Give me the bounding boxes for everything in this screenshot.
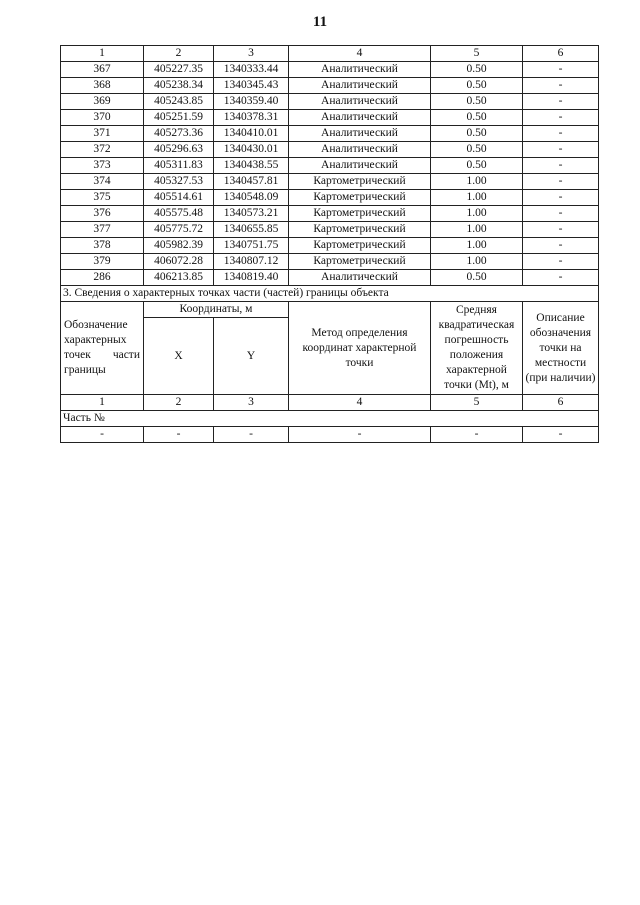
x-coordinate-cell: 405775.72 [144, 222, 214, 238]
y-coordinate-cell: 1340751.75 [214, 238, 289, 254]
point-number-cell: 376 [61, 206, 144, 222]
method-cell: Аналитический [289, 78, 431, 94]
x-coordinate-cell: 405243.85 [144, 94, 214, 110]
part-label: Часть № [61, 411, 599, 427]
point-number-cell: 378 [61, 238, 144, 254]
coordinates-header: Координаты, м [144, 302, 289, 318]
table-row [61, 142, 599, 158]
y-coordinate-cell: 1340430.01 [214, 142, 289, 158]
accuracy-cell: 0.50 [431, 142, 523, 158]
accuracy-cell: 1.00 [431, 206, 523, 222]
empty-cell: - [523, 427, 599, 443]
description-cell: - [523, 270, 599, 286]
accuracy-cell: 1.00 [431, 174, 523, 190]
table-row [61, 94, 599, 110]
accuracy-cell: 0.50 [431, 94, 523, 110]
method-cell: Аналитический [289, 270, 431, 286]
point-number-cell: 372 [61, 142, 144, 158]
table-row [61, 126, 599, 142]
point-number-cell: 374 [61, 174, 144, 190]
method-cell: Картометрический [289, 174, 431, 190]
description-cell: - [523, 238, 599, 254]
accuracy-cell: 0.50 [431, 126, 523, 142]
table-row [61, 110, 599, 126]
method-cell: Картометрический [289, 206, 431, 222]
table-row [61, 238, 599, 254]
column-number-cell: 5 [431, 395, 523, 411]
x-coordinate-cell: 405327.53 [144, 174, 214, 190]
column-number-cell: 3 [214, 46, 289, 62]
x-coordinate-cell: 406072.28 [144, 254, 214, 270]
column-number-row [61, 46, 599, 62]
description-cell: - [523, 62, 599, 78]
table-body [61, 46, 599, 443]
table-row [61, 206, 599, 222]
y-coordinate-cell: 1340819.40 [214, 270, 289, 286]
table-row [61, 190, 599, 206]
method-header: Метод определения координат характерной точки [289, 302, 431, 395]
description-cell: - [523, 158, 599, 174]
column-number-cell: 1 [61, 395, 144, 411]
table-row [61, 270, 599, 286]
x-coordinate-cell: 405311.83 [144, 158, 214, 174]
empty-cell: - [431, 427, 523, 443]
description-cell: - [523, 174, 599, 190]
description-cell: - [523, 142, 599, 158]
y-coordinate-cell: 1340378.31 [214, 110, 289, 126]
table-row [61, 158, 599, 174]
column-number-cell: 4 [289, 46, 431, 62]
y-coordinate-cell: 1340410.01 [214, 126, 289, 142]
description-cell: - [523, 190, 599, 206]
x-coordinate-cell: 405296.63 [144, 142, 214, 158]
method-cell: Аналитический [289, 126, 431, 142]
x-coordinate-cell: 405238.34 [144, 78, 214, 94]
method-cell: Картометрический [289, 238, 431, 254]
accuracy-cell: 0.50 [431, 110, 523, 126]
y-coordinate-cell: 1340438.55 [214, 158, 289, 174]
column-number-cell: 6 [523, 46, 599, 62]
empty-cell: - [61, 427, 144, 443]
accuracy-cell: 1.00 [431, 190, 523, 206]
x-coordinate-cell: 405273.36 [144, 126, 214, 142]
column-number-cell: 2 [144, 46, 214, 62]
method-cell: Аналитический [289, 62, 431, 78]
accuracy-cell: 1.00 [431, 222, 523, 238]
method-cell: Картометрический [289, 190, 431, 206]
x-coordinate-cell: 406213.85 [144, 270, 214, 286]
column-number-cell: 1 [61, 46, 144, 62]
table-row [61, 62, 599, 78]
point-number-cell: 369 [61, 94, 144, 110]
column-number-cell: 4 [289, 395, 431, 411]
column-number-cell: 2 [144, 395, 214, 411]
description-cell: - [523, 94, 599, 110]
page-number: 11 [312, 14, 328, 30]
y-coordinate-cell: 1340333.44 [214, 62, 289, 78]
accuracy-cell: 0.50 [431, 78, 523, 94]
point-number-cell: 373 [61, 158, 144, 174]
description-cell: - [523, 126, 599, 142]
y-coordinate-cell: 1340359.40 [214, 94, 289, 110]
accuracy-cell: 0.50 [431, 62, 523, 78]
column-number-cell: 3 [214, 395, 289, 411]
table-row [61, 222, 599, 238]
x-header: X [144, 318, 214, 395]
x-coordinate-cell: 405227.35 [144, 62, 214, 78]
empty-cell: - [144, 427, 214, 443]
accuracy-header: Средняя квадратическая погрешность положения характерной точки (Mt), м [431, 302, 523, 395]
empty-cell: - [214, 427, 289, 443]
method-cell: Аналитический [289, 94, 431, 110]
x-coordinate-cell: 405251.59 [144, 110, 214, 126]
designation-header: Обозначение характерных точек части границы [61, 302, 144, 395]
accuracy-cell: 1.00 [431, 254, 523, 270]
y-header: Y [214, 318, 289, 395]
description-cell: - [523, 206, 599, 222]
section-number-row [61, 395, 599, 411]
point-number-cell: 375 [61, 190, 144, 206]
column-number-cell: 6 [523, 395, 599, 411]
x-coordinate-cell: 405514.61 [144, 190, 214, 206]
point-number-cell: 367 [61, 62, 144, 78]
boundary-points-table [60, 45, 599, 443]
section-title-row [61, 286, 599, 302]
section-header-row [61, 302, 599, 318]
x-coordinate-cell: 405575.48 [144, 206, 214, 222]
y-coordinate-cell: 1340655.85 [214, 222, 289, 238]
description-cell: - [523, 254, 599, 270]
empty-cell: - [289, 427, 431, 443]
empty-row [61, 427, 599, 443]
table-row [61, 78, 599, 94]
description-header: Описание обозначения точки на местности (при наличии) [523, 302, 599, 395]
method-cell: Картометрический [289, 254, 431, 270]
accuracy-cell: 1.00 [431, 238, 523, 254]
description-cell: - [523, 78, 599, 94]
accuracy-cell: 0.50 [431, 158, 523, 174]
point-number-cell: 371 [61, 126, 144, 142]
point-number-cell: 368 [61, 78, 144, 94]
method-cell: Аналитический [289, 142, 431, 158]
accuracy-cell: 0.50 [431, 270, 523, 286]
table-row [61, 254, 599, 270]
point-number-cell: 286 [61, 270, 144, 286]
point-number-cell: 377 [61, 222, 144, 238]
table-row [61, 174, 599, 190]
y-coordinate-cell: 1340457.81 [214, 174, 289, 190]
method-cell: Аналитический [289, 158, 431, 174]
y-coordinate-cell: 1340807.12 [214, 254, 289, 270]
y-coordinate-cell: 1340548.09 [214, 190, 289, 206]
x-coordinate-cell: 405982.39 [144, 238, 214, 254]
part-label-row [61, 411, 599, 427]
column-number-cell: 5 [431, 46, 523, 62]
point-number-cell: 370 [61, 110, 144, 126]
y-coordinate-cell: 1340345.43 [214, 78, 289, 94]
method-cell: Картометрический [289, 222, 431, 238]
point-number-cell: 379 [61, 254, 144, 270]
description-cell: - [523, 222, 599, 238]
y-coordinate-cell: 1340573.21 [214, 206, 289, 222]
section-title: 3. Сведения о характерных точках части (частей) границы объекта [61, 286, 599, 302]
description-cell: - [523, 110, 599, 126]
method-cell: Аналитический [289, 110, 431, 126]
